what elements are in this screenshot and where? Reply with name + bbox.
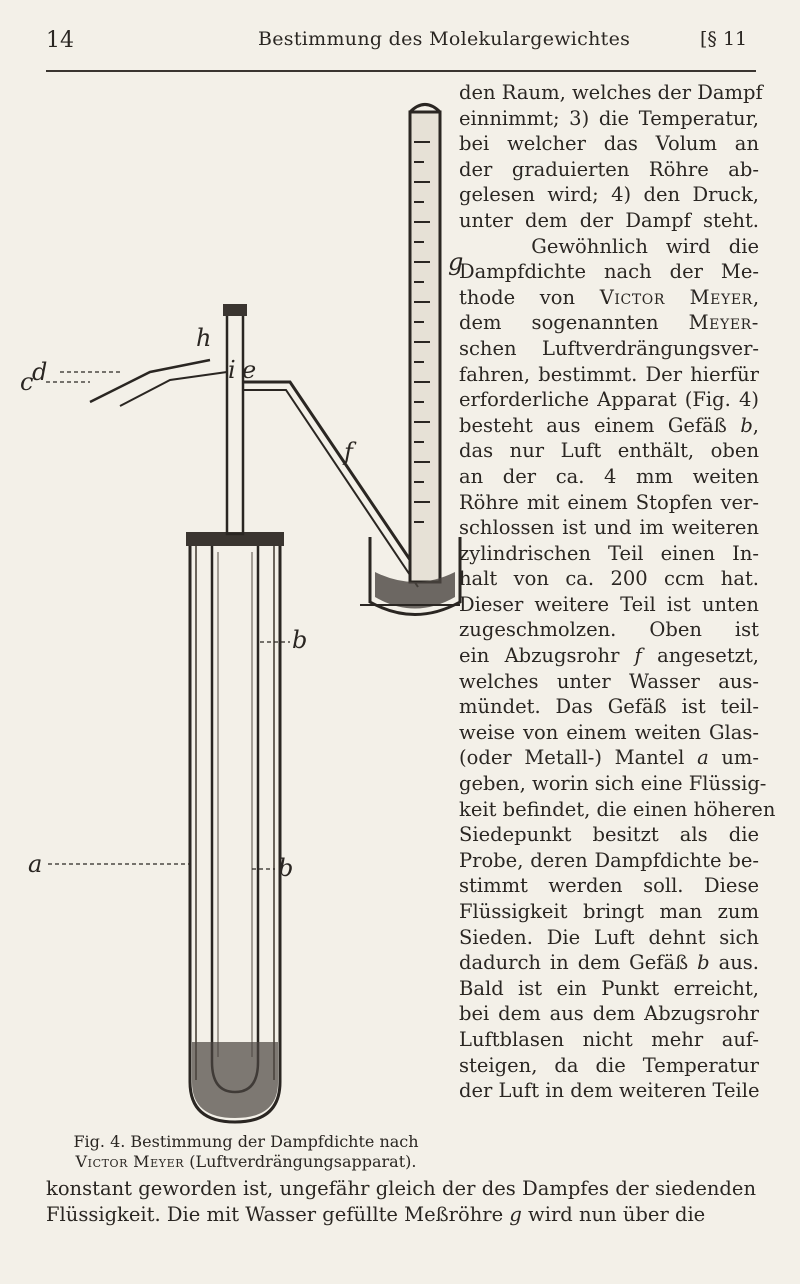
header-rule (46, 70, 756, 72)
text-line: einnimmt; 3) die Temperatur, (459, 106, 759, 130)
text-line: bei welcher das Volum an (459, 132, 759, 156)
text-line: welches unter Wasser aus- (459, 669, 759, 693)
text-line: (oder Metall-) Mantel a um- (459, 746, 759, 770)
text-line: das nur Luft enthält, oben (459, 439, 759, 463)
label-b-upper: b (292, 626, 308, 654)
text-line: besteht aus einem Gefäß b, (459, 413, 759, 437)
text-line: dadurch in dem Gefäß b aus. (459, 951, 759, 975)
text-line: stimmt werden soll. Diese (459, 874, 759, 898)
text-line: den Raum, welches der Dampf (459, 81, 763, 104)
caption-line-2: Victor Meyer (Luftverdrängungsapparat). (75, 1152, 417, 1171)
text-line: gelesen wird; 4) den Druck, (459, 183, 759, 207)
caption-line-1: Fig. 4. Bestimmung der Dampfdichte nach (73, 1132, 419, 1151)
right-column-text (459, 80, 776, 1104)
text-line: zylindrischen Teil einen In- (459, 541, 759, 565)
text-line: Bald ist ein Punkt erreicht, (459, 976, 759, 1000)
text-line: konstant geworden ist, ungefähr gleich der des Dampfes der siedenden (46, 1177, 756, 1200)
figure-caption (46, 1132, 446, 1172)
text-line: erforderliche Apparat (Fig. 4) (459, 388, 759, 412)
text-line: steigen, da die Temperatur (459, 1053, 759, 1077)
text-line: halt von ca. 200 ccm hat. (459, 567, 759, 591)
text-line: dem sogenannten Meyer- (459, 311, 759, 335)
apparatus-drawing (20, 82, 464, 1132)
section-marker: [§ 11 (700, 28, 748, 50)
label-a: a (28, 850, 43, 878)
text-line: schlossen ist und im weiteren (459, 516, 759, 540)
label-f: f (344, 438, 353, 466)
text-line: Probe, deren Dampfdichte be- (459, 848, 759, 872)
text-line: ein Abzugsrohr f angesetzt, (459, 644, 759, 668)
label-h: h (196, 324, 212, 352)
text-line: zugeschmolzen. Oben ist (459, 618, 759, 642)
text-line: mündet. Das Gefäß ist teil- (459, 695, 759, 719)
text-line: keit befindet, die einen höheren (459, 797, 776, 821)
label-d: d (32, 358, 48, 386)
text-line: Dieser weitere Teil ist unten (459, 592, 759, 616)
label-g: g (448, 248, 464, 276)
label-e: e (242, 356, 257, 384)
text-line: Siedepunkt besitzt als die (459, 823, 759, 847)
text-line: Luftblasen nicht mehr auf- (459, 1027, 759, 1051)
text-line: an der ca. 4 mm weiten (459, 464, 759, 488)
running-title: Bestimmung des Molekulargewichtes (258, 28, 631, 50)
text-line: Flüssigkeit bringt man zum (459, 900, 759, 923)
text-line: fahren, bestimmt. Der hierfür (459, 362, 759, 386)
text-line: bei dem aus dem Abzugsrohr (459, 1002, 759, 1026)
text-line: geben, worin sich eine Flüssig- (459, 772, 767, 796)
text-line: der Luft in dem weiteren Teile (459, 1079, 760, 1103)
label-c: c (20, 368, 34, 396)
text-line: Flüssigkeit. Die mit Wasser gefüllte Meßröhre g wird nun über die (46, 1202, 706, 1226)
text-line: weise von einem weiten Glas- (459, 720, 759, 744)
text-line: der graduierten Röhre ab- (459, 157, 759, 181)
figure-4-apparatus (20, 82, 464, 1132)
label-b-lower: b (278, 854, 294, 882)
full-width-text (46, 1176, 756, 1227)
text-line: Dampfdichte nach der Me- (459, 260, 759, 284)
text-line: Gewöhnlich wird die (459, 234, 759, 258)
text-line: Röhre mit einem Stopfen ver- (459, 490, 759, 514)
text-line: Sieden. Die Luft dehnt sich (459, 925, 759, 949)
text-line: thode von Victor Meyer, (459, 285, 760, 309)
label-i: i (228, 356, 236, 384)
text-line: schen Luftverdrängungsver- (459, 336, 759, 360)
page-number: 14 (46, 28, 74, 53)
text-line: unter dem der Dampf steht. (459, 208, 759, 232)
